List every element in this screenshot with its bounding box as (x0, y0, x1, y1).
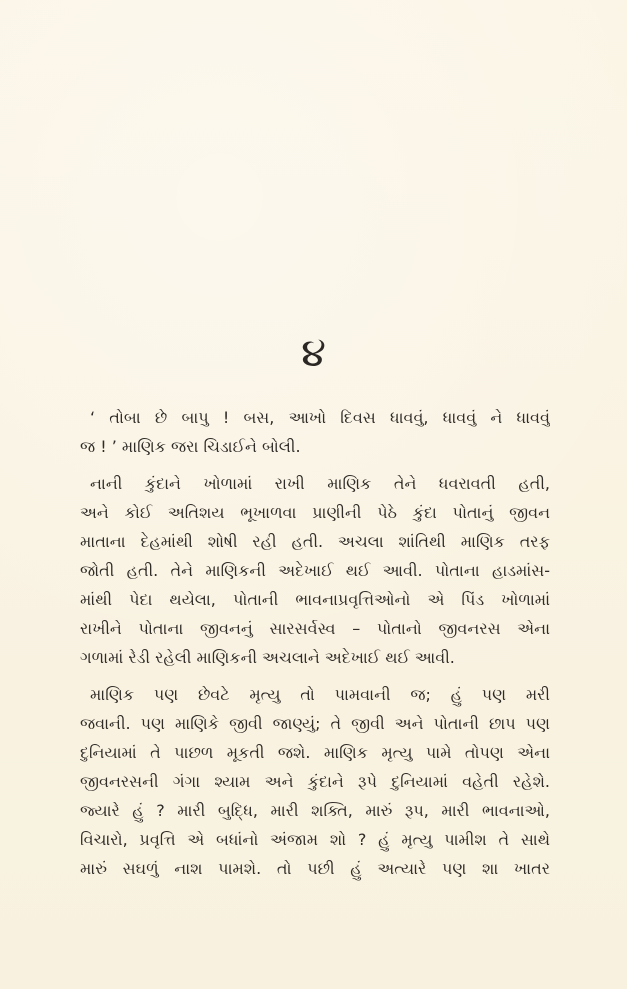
text-line: રાખીને પોતાના જીવનનું સારસર્વસ્વ – પોતાનો જીવનરસ એના (80, 619, 550, 638)
paragraph-reflection (80, 680, 550, 883)
text-line: નાની કુંદાને ખોળામાં રાખી માણિક તેને ધવરાવતી હતી, (90, 474, 550, 493)
text-line: ગળામાં રેડી રહેલી માણિકની અચલાને અદેખાઈ થઈ આવી. (80, 648, 455, 667)
text-line: માણિક પણ છેવટે મૃત્યુ તો પામવાની જ; હું પણ મરી (90, 685, 550, 704)
text-line: જોતી હતી. તેને માણિકની અદેખાઈ થઈ આવી. પોતાના હાડમાંસ- (80, 561, 550, 580)
paragraph-dialogue (80, 403, 550, 461)
text-line: માતાના દેહમાંથી શોષી રહી હતી. અચલા શાંતિથી માણિક તરફ (80, 532, 550, 551)
text-line: જ ! ’ માણિક જરા ચિડાઈને બોલી. (80, 437, 301, 456)
text-line: જ્યારે હું ? મારી બુદ્ધિ, મારી શક્તિ, મારું રૂપ, મારી ભાવનાઓ, (80, 801, 550, 820)
text-line: વિચારો, પ્રવૃત્તિ એ બધાંનો અંજામ શો ? હું મૃત્યુ પામીશ તે સાથે (80, 830, 550, 849)
text-line: જવાની. પણ માણિકે જીવી જાણ્યું; તે જીવી અને પોતાની છાપ પણ (80, 714, 550, 733)
chapter-body (80, 403, 550, 891)
text-line: માંથી પેદા થયેલા, પોતાની ભાવનાપ્રવૃત્તિઓનો એ પિંડ ખોળામાં (80, 590, 550, 609)
text-line: મારું સઘળું નાશ પામશે. તો પછી હું અત્યારે પણ શા ખાતર (80, 859, 550, 878)
text-line: દુનિયામાં તે પાછળ મૂકતી જશે. માણિક મૃત્યુ પામે તોપણ એના (80, 743, 550, 762)
text-line: ‘ તોબા છે બાપુ ! બસ, આખો દિવસ ધાવવું, ધાવવું ને ધાવવું (90, 408, 550, 427)
chapter-number: ૪ (301, 330, 326, 376)
paragraph-narration (80, 469, 550, 672)
text-line: જીવનરસની ગંગા શ્યામ અને કુંદાને રૂપે દુનિયામાં વહેતી રહેશે. (80, 772, 550, 791)
text-line: અને કોઈ અતિશય ભૂખાળવા પ્રાણીની પેઠે કુંદા પોતાનું જીવન (80, 503, 550, 522)
